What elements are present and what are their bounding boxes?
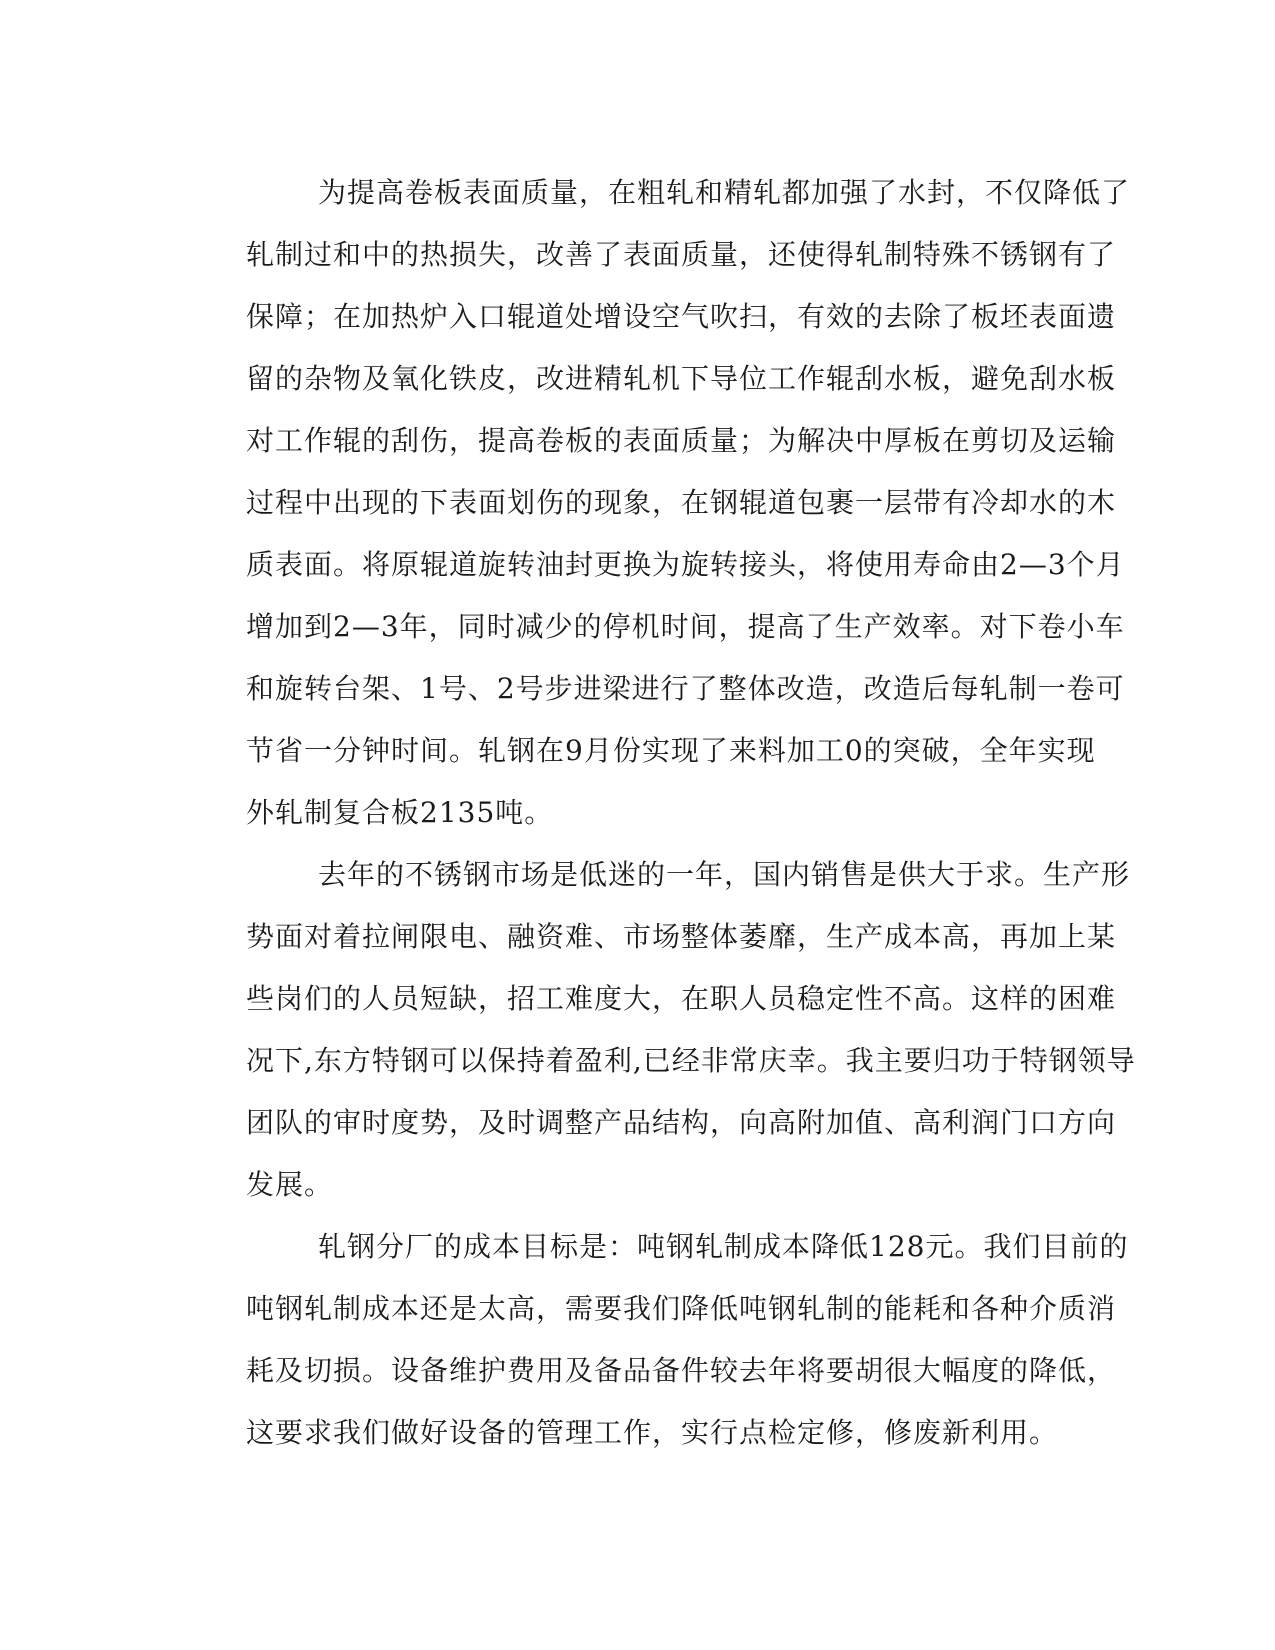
- paragraph-line: 吨钢轧制成本还是太高，需要我们降低吨钢轧制的能耗和各种介质消: [246, 1292, 1117, 1325]
- paragraph-line: 些岗们的人员短缺，招工难度大，在职人员稳定性不高。这样的困难: [246, 982, 1117, 1015]
- paragraph-line: 团队的审时度势，及时调整产品结构，向高附加值、高利润门口方向: [246, 1106, 1117, 1139]
- paragraph-line: 这要求我们做好设备的管理工作，实行点检定修，修废新利用。: [246, 1416, 1059, 1449]
- paragraph-line: 耗及切损。设备维护费用及备品备件较去年将要胡很大幅度的降低，: [246, 1354, 1117, 1387]
- paragraph-3: [190, 1216, 1129, 1464]
- paragraph-line: 增加到2—3年，同时减少的停机时间，提高了生产效率。对下卷小车: [246, 610, 1125, 643]
- paragraph-line: 保障；在加热炉入口辊道处增设空气吹扫，有效的去除了板坯表面遗: [246, 300, 1117, 333]
- document-body: [190, 162, 1136, 1464]
- paragraph-line: 轧钢分厂的成本目标是：吨钢轧制成本降低128元。我们目前的: [318, 1230, 1129, 1263]
- paragraph-2: [190, 844, 1136, 1216]
- paragraph-line: 过程中出现的下表面划伤的现象，在钢辊道包裹一层带有冷却水的木: [246, 486, 1117, 519]
- paragraph-line: 节省一分钟时间。轧钢在9月份实现了来料加工0的突破，全年实现: [246, 734, 1096, 767]
- paragraph-1: [190, 162, 1131, 844]
- paragraph-line: 留的杂物及氧化铁皮，改进精轧机下导位工作辊刮水板，避免刮水板: [246, 362, 1117, 395]
- paragraph-line: 轧制过和中的热损失，改善了表面质量，还使得轧制特殊不锈钢有了: [246, 238, 1117, 271]
- paragraph-line: 对工作辊的刮伤，提高卷板的表面质量；为解决中厚板在剪切及运输: [246, 424, 1117, 457]
- paragraph-line: 发展。: [246, 1168, 334, 1201]
- paragraph-line: 和旋转台架、1号、2号步进梁进行了整体改造，改造后每轧制一卷可: [246, 672, 1125, 705]
- paragraph-line: 外轧制复合板2135吨。: [246, 796, 554, 829]
- paragraph-line: 质表面。将原辊道旋转油封更换为旋转接头，将使用寿命由2—3个月: [246, 548, 1125, 581]
- paragraph-line: 况下,东方特钢可以保持着盈利,已经非常庆幸。我主要归功于特钢领导: [246, 1044, 1136, 1077]
- paragraph-line: 势面对着拉闸限电、融资难、市场整体萎靡，生产成本高，再加上某: [246, 920, 1117, 953]
- paragraph-line: 为提高卷板表面质量，在粗轧和精轧都加强了水封，不仅降低了: [318, 176, 1131, 209]
- paragraph-line: 去年的不锈钢市场是低迷的一年，国内销售是供大于求。生产形: [318, 858, 1131, 891]
